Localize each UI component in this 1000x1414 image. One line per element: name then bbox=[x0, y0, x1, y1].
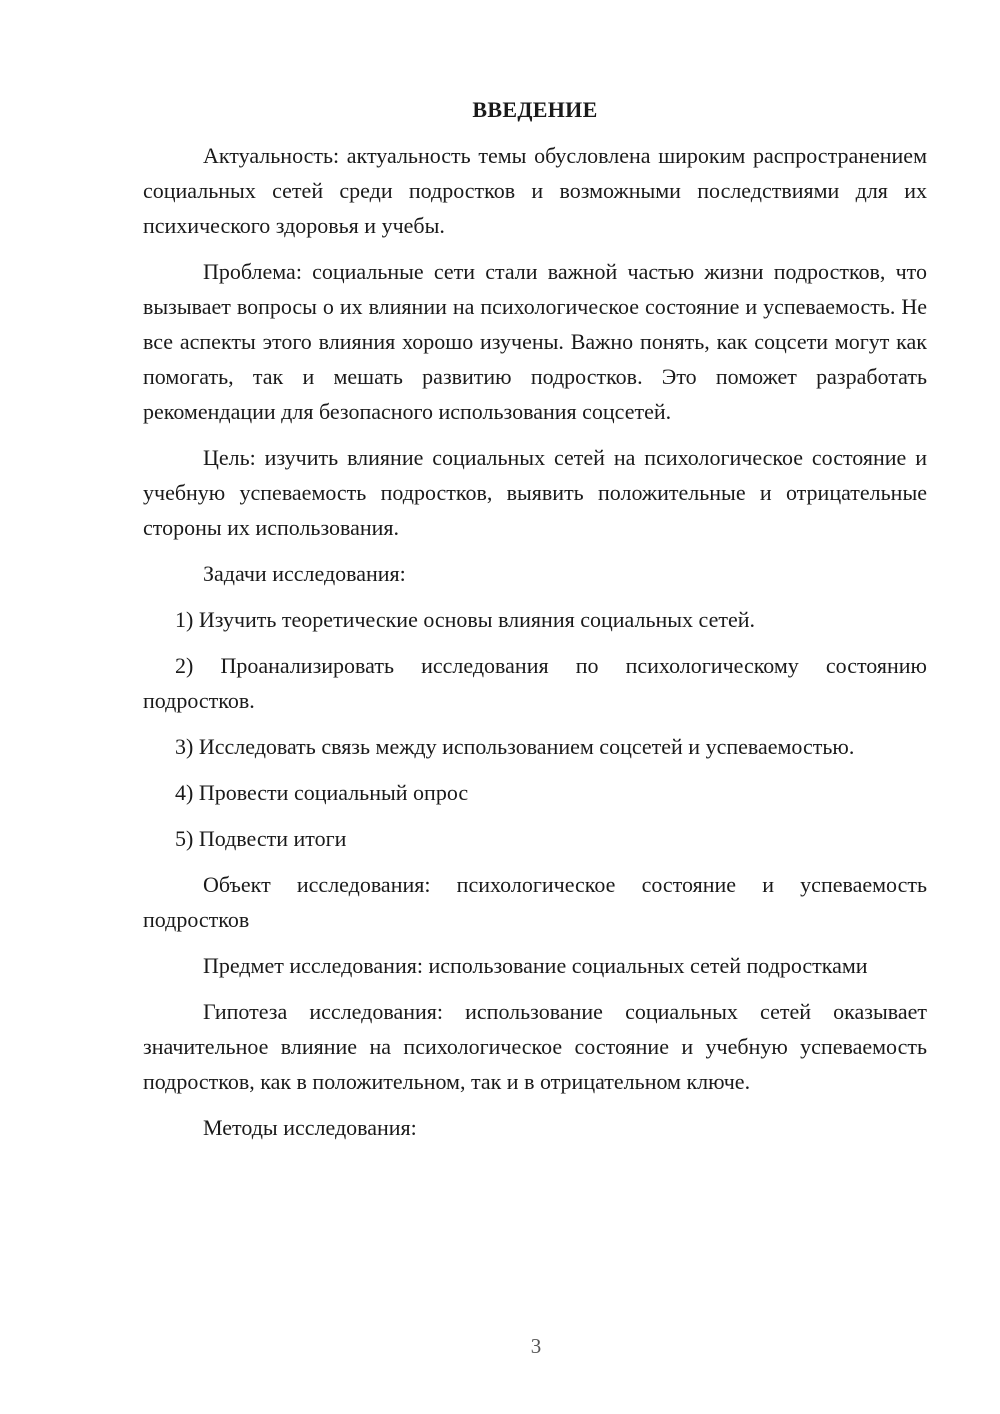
task-item-1: 1) Изучить теоретические основы влияния социальных сетей. bbox=[175, 607, 756, 632]
subject-paragraph: Предмет исследования: использование социальных сетей подростками bbox=[203, 953, 868, 978]
problem-paragraph: Проблема: социальные сети стали важной частью жизни подростков, что вызывает вопросы о их влиянии на психологическое состояние и успеваемость. Не все аспекты этого влияния хорошо изучены. Важно понять, как соцсети могут как помогать, так и мешать развитию подростков. Это поможет разработать рекомендации для безопасного использования соцсетей. bbox=[143, 259, 927, 424]
task-item-3: 3) Исследовать связь между использованием соцсетей и успеваемостью. bbox=[175, 734, 855, 759]
task-item-5: 5) Подвести итоги bbox=[175, 826, 347, 851]
methods-heading: Методы исследования: bbox=[203, 1115, 417, 1140]
tasks-heading: Задачи исследования: bbox=[203, 561, 406, 586]
task-item-4: 4) Провести социальный опрос bbox=[175, 780, 469, 805]
object-paragraph: Объект исследования: психологическое состояние и успеваемость подростков bbox=[143, 872, 927, 932]
page-content bbox=[143, 95, 927, 1156]
goal-paragraph: Цель: изучить влияние социальных сетей на психологическое состояние и учебную успеваемость подростков, выявить положительные и отрицательные стороны их использования. bbox=[143, 445, 927, 540]
relevance-paragraph: Актуальность: актуальность темы обусловлена широким распространением социальных сетей среди подростков и возможными последствиями для их психического здоровья и учебы. bbox=[143, 143, 927, 238]
section-title: ВВЕДЕНИЕ bbox=[472, 97, 598, 122]
hypothesis-paragraph: Гипотеза исследования: использование социальных сетей оказывает значительное влияние на психологическое состояние и учебную успеваемость подростков, как в положительном, так и в отрицательном ключе. bbox=[143, 999, 927, 1094]
page-number: 3 bbox=[530, 1334, 542, 1358]
task-item-2: 2) Проанализировать исследования по психологическому состоянию подростков. bbox=[143, 653, 927, 713]
